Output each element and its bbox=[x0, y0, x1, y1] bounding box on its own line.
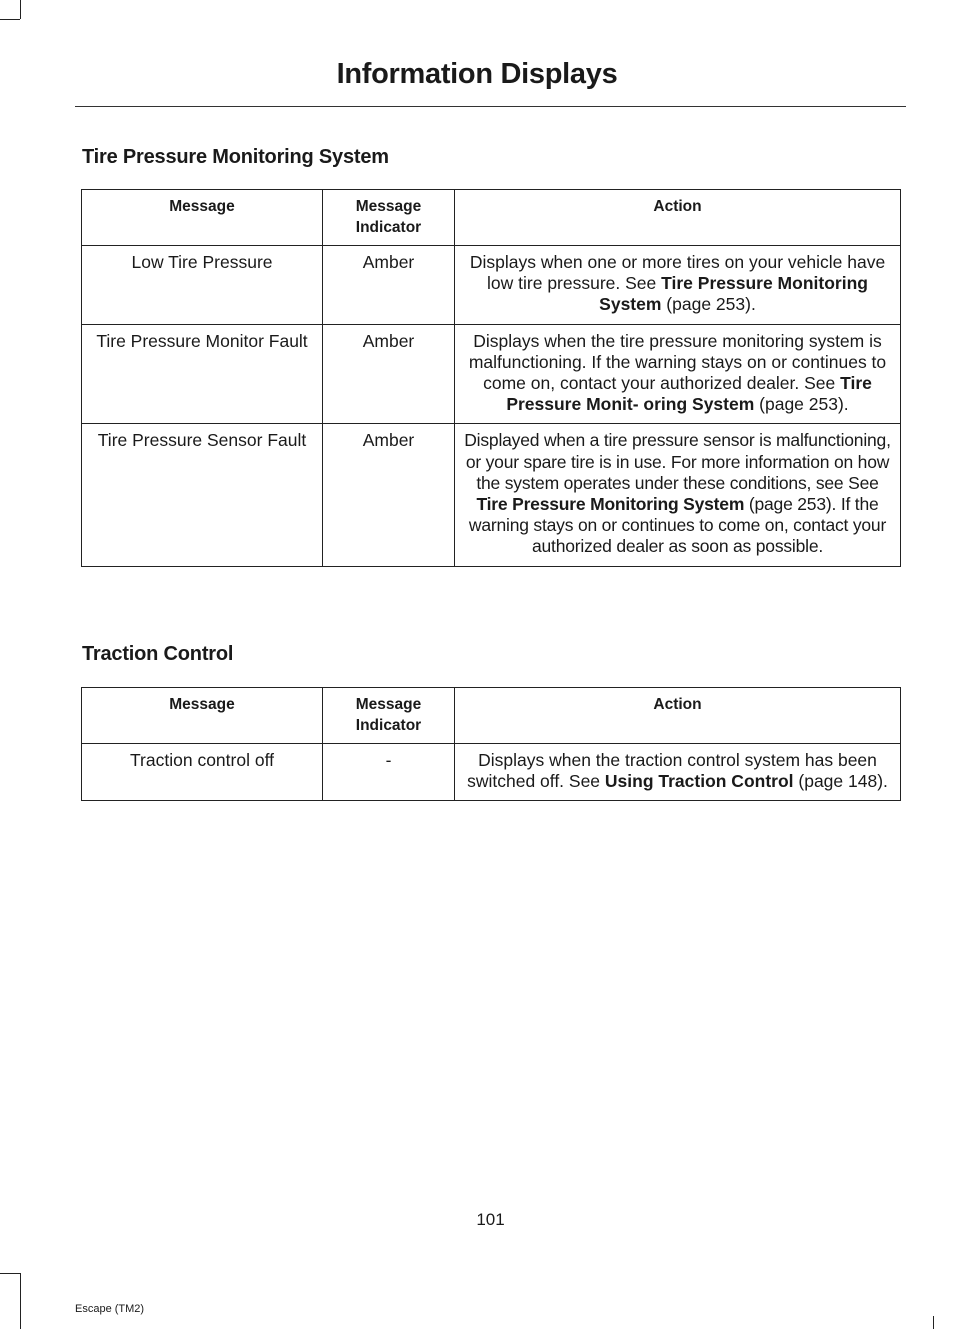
cross-reference-link[interactable]: Using Traction Control bbox=[604, 771, 794, 792]
message-cell: Tire Pressure Sensor Fault bbox=[82, 424, 323, 566]
action-cell bbox=[455, 744, 901, 801]
action-page-ref: (page 253). bbox=[754, 394, 849, 415]
action-page-ref: (page 148). bbox=[793, 771, 888, 792]
column-header-indicator: Message Indicator bbox=[323, 190, 455, 246]
table-row bbox=[82, 744, 901, 801]
action-cell bbox=[455, 246, 901, 325]
crop-mark bbox=[20, 0, 21, 19]
cross-reference-link[interactable]: Tire Pressure Monitoring System bbox=[476, 494, 745, 515]
footer-model: Escape (TM2) bbox=[75, 1303, 145, 1315]
message-cell: Tire Pressure Monitor Fault bbox=[82, 324, 323, 424]
indicator-cell: Amber bbox=[323, 246, 455, 325]
table-row bbox=[82, 246, 901, 325]
action-page-ref: (page 253). If the warning stays on or continues to come on, contact your authorized dealer as soon as possible. bbox=[468, 494, 887, 557]
indicator-cell: Amber bbox=[323, 424, 455, 566]
cross-reference-link[interactable]: Tire Pressure Monit- oring System bbox=[506, 373, 872, 415]
table-row bbox=[82, 324, 901, 424]
indicator-cell: Amber bbox=[323, 324, 455, 424]
action-text: Displayed when a tire pressure sensor is malfunctioning, or your spare tire is in use. For more information on how the system operates under these conditions, see See bbox=[464, 430, 891, 493]
action-text: Displays when the tire pressure monitoring system is malfunctioning. If the warning stays on or continues to come on, contact your authorized dealer. See bbox=[468, 330, 887, 394]
message-cell: Traction control off bbox=[82, 744, 323, 801]
page-number: 101 bbox=[476, 1210, 505, 1229]
column-header-message: Message bbox=[82, 688, 323, 744]
traction-table bbox=[81, 687, 901, 801]
action-page-ref: (page 253). bbox=[661, 294, 756, 315]
cross-reference-link[interactable]: Tire Pressure Monitoring System bbox=[599, 273, 868, 315]
section-heading-traction: Traction Control bbox=[82, 643, 234, 665]
crop-mark bbox=[0, 19, 20, 20]
action-cell bbox=[455, 424, 901, 566]
column-header-indicator: Message Indicator bbox=[323, 688, 455, 744]
column-header-action: Action bbox=[455, 190, 901, 246]
crop-mark bbox=[933, 1316, 934, 1329]
crop-mark bbox=[20, 1273, 21, 1329]
action-cell bbox=[455, 324, 901, 424]
table-row bbox=[82, 424, 901, 566]
page-title: Information Displays bbox=[336, 58, 618, 90]
column-header-message: Message bbox=[82, 190, 323, 246]
column-header-action: Action bbox=[455, 688, 901, 744]
action-text: Displays when one or more tires on your vehicle have low tire pressure. See bbox=[469, 252, 886, 294]
message-cell: Low Tire Pressure bbox=[82, 246, 323, 325]
tpms-table bbox=[81, 189, 901, 567]
table-header-row bbox=[82, 190, 901, 246]
indicator-cell: - bbox=[323, 744, 455, 801]
action-text: Displays when the traction control system has been switched off. See bbox=[467, 750, 877, 792]
title-divider bbox=[75, 106, 906, 107]
section-heading-tpms: Tire Pressure Monitoring System bbox=[82, 146, 389, 168]
table-header-row bbox=[82, 688, 901, 744]
crop-mark bbox=[0, 1273, 20, 1274]
